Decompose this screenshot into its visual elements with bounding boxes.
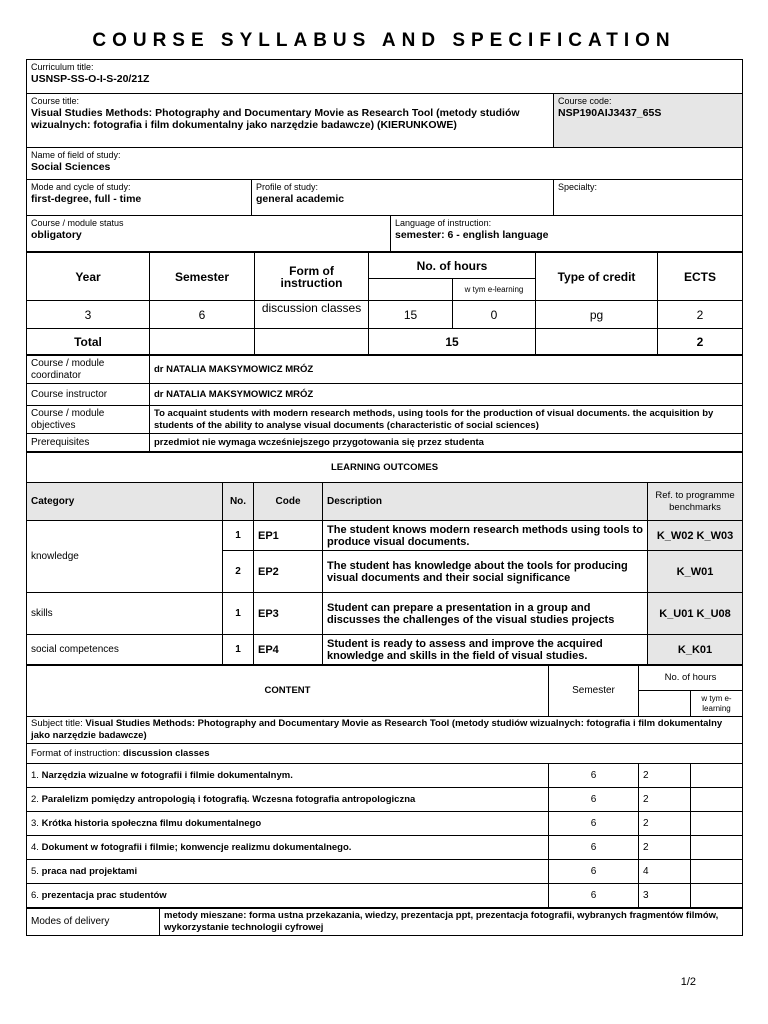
profile-value: general academic	[256, 193, 345, 205]
total-blank-3	[536, 329, 658, 355]
topic-number: 1.	[31, 769, 39, 781]
language-cell	[391, 216, 743, 252]
outcome-description: The student knows modern research methods using tools to produce visual documents.	[323, 521, 648, 551]
total-blank-2	[255, 329, 369, 355]
table-row	[27, 521, 743, 551]
outcome-no: 2	[223, 551, 254, 593]
category-skills: skills	[27, 593, 223, 635]
prerequisites-label: Prerequisites	[27, 434, 150, 452]
course-title-cell	[27, 94, 554, 148]
total-blank-1	[150, 329, 255, 355]
topic-hours: 4	[639, 860, 691, 884]
outcome-code: EP2	[254, 551, 323, 593]
topic-text: praca nad projektami	[41, 865, 138, 877]
subject-cell	[27, 717, 743, 744]
table-row	[27, 860, 743, 884]
field-value: Social Sciences	[31, 161, 111, 173]
form-header: Form of instruction	[255, 253, 369, 301]
topic-title	[27, 884, 549, 908]
status-value: obligatory	[31, 229, 82, 241]
table-row	[27, 764, 743, 788]
table-row	[27, 635, 743, 665]
format-value: discussion classes	[122, 747, 210, 759]
topic-elearning	[691, 884, 743, 908]
curriculum-value: USNSP-SS-O-I-S-20/21Z	[31, 73, 150, 85]
ects-header: ECTS	[658, 253, 743, 301]
hours-blank-subheader	[369, 279, 453, 301]
table-row	[27, 836, 743, 860]
delivery-value: metody mieszane: forma ustna przekazania, wiedzy, prezentacja ppt, prezentacja fotografii, wybranych fragmentów filmów, wykorzystanie technologii cyfrowej	[160, 909, 743, 936]
page-number: 1/2	[680, 976, 696, 988]
topic-number: 4.	[31, 841, 39, 853]
content-elearning-header: w tym e-learning	[691, 691, 743, 717]
profile-cell	[252, 180, 554, 216]
mode-cell	[27, 180, 252, 216]
credit-header: Type of credit	[536, 253, 658, 301]
language-label: Language of instruction:	[395, 218, 492, 228]
topic-number: 3.	[31, 817, 39, 829]
status-label: Course / module status	[31, 218, 124, 228]
outcome-no: 1	[223, 521, 254, 551]
hours-value: 15	[369, 301, 453, 329]
mode-value: first-degree, full - time	[31, 193, 142, 205]
format-label: Format of instruction:	[31, 747, 121, 759]
instructor-label: Course instructor	[27, 384, 150, 406]
ref-header: Ref. to programme benchmarks	[648, 483, 743, 521]
topic-number: 5.	[31, 865, 39, 877]
topic-semester: 6	[549, 764, 639, 788]
subject-value: Visual Studies Methods: Photography and Documentary Movie as Research Tool (metody studiów wizualnych: fotografia i film dokumentalny jako narzędzie badawcze)	[31, 718, 723, 741]
outcome-description: The student has knowledge about the tools for producing visual documents and their social significance	[323, 551, 648, 593]
specialty-cell	[554, 180, 743, 216]
description-header: Description	[323, 483, 648, 521]
topic-text: Paralelizm pomiędzy antropologią i fotografią. Wczesna fotografia antropologiczna	[41, 793, 416, 805]
topic-text: Krótka historia społeczna filmu dokumentalnego	[41, 817, 262, 829]
coordinator-value: dr NATALIA MAKSYMOWICZ MRÓZ	[150, 356, 743, 384]
credit-value: pg	[536, 301, 658, 329]
curriculum-label: Curriculum title:	[31, 62, 94, 72]
content-hours-header: No. of hours	[639, 666, 743, 691]
outcome-ref: K_U01 K_U08	[648, 593, 743, 635]
delivery-table	[26, 908, 743, 936]
specialty-label: Specialty:	[558, 182, 598, 192]
outcome-code: EP3	[254, 593, 323, 635]
document-title: COURSE SYLLABUS AND SPECIFICATION	[92, 30, 676, 51]
field-label: Name of field of study:	[31, 150, 121, 160]
topic-semester: 6	[549, 836, 639, 860]
table-row	[27, 812, 743, 836]
total-hours: 15	[369, 329, 536, 355]
category-knowledge: knowledge	[27, 521, 223, 593]
topic-title	[27, 788, 549, 812]
semester-header: Semester	[150, 253, 255, 301]
table-row	[27, 788, 743, 812]
course-info-table	[26, 59, 743, 252]
elearning-value: 0	[453, 301, 536, 329]
objectives-label: Course / module objectives	[27, 406, 150, 434]
topic-number: 6.	[31, 889, 39, 901]
language-value: semester: 6 - english language	[395, 229, 549, 241]
total-ects: 2	[658, 329, 743, 355]
topic-title	[27, 812, 549, 836]
topic-elearning	[691, 788, 743, 812]
course-code-cell	[554, 94, 743, 148]
outcome-no: 1	[223, 593, 254, 635]
outcome-ref: K_W01	[648, 551, 743, 593]
category-header: Category	[27, 483, 223, 521]
topic-semester: 6	[549, 884, 639, 908]
topic-hours: 2	[639, 836, 691, 860]
elearning-subheader: w tym e-learning	[453, 279, 536, 301]
instructor-value: dr NATALIA MAKSYMOWICZ MRÓZ	[150, 384, 743, 406]
topic-hours: 3	[639, 884, 691, 908]
hours-header: No. of hours	[369, 253, 536, 279]
mode-label: Mode and cycle of study:	[31, 182, 131, 192]
prerequisites-value: przedmiot nie wymaga wcześniejszego przygotowania się przez studenta	[150, 434, 743, 452]
semester-value: 6	[150, 301, 255, 329]
course-title-value: Visual Studies Methods: Photography and Documentary Movie as Research Tool (metody studiów wizualnych: fotografia i film dokumentalny jako narzędzie badawcze) (KIERUNKOWE)	[31, 107, 520, 131]
content-table	[26, 665, 743, 908]
table-row	[27, 884, 743, 908]
learning-outcomes-heading: LEARNING OUTCOMES	[27, 453, 743, 483]
outcome-description: Student is ready to assess and improve the acquired knowledge and skills in the field of visual studies.	[323, 635, 648, 665]
topic-title	[27, 836, 549, 860]
year-value: 3	[27, 301, 150, 329]
topic-text: Narzędzia wizualne w fotografii i filmie dokumentalnym.	[41, 769, 293, 781]
outcome-code: EP4	[254, 635, 323, 665]
topic-number: 2.	[31, 793, 39, 805]
objectives-value: To acquaint students with modern research methods, using tools for the production of visual documents. the acquisition by students of the ability to analyse visual documents (characteristic of social sciences)	[150, 406, 743, 434]
content-semester-header: Semester	[549, 666, 639, 717]
outcome-description: Student can prepare a presentation in a group and discusses the challenges of the visual studies projects	[323, 593, 648, 635]
topic-title	[27, 764, 549, 788]
year-header: Year	[27, 253, 150, 301]
total-label: Total	[27, 329, 150, 355]
coordinator-label: Course / module coordinator	[27, 356, 150, 384]
delivery-label: Modes of delivery	[27, 909, 160, 936]
status-cell	[27, 216, 391, 252]
topic-elearning	[691, 764, 743, 788]
course-code-value: NSP190AIJ3437_65S	[558, 107, 662, 119]
curriculum-cell	[27, 60, 743, 94]
format-cell	[27, 744, 743, 764]
content-hours-blank	[639, 691, 691, 717]
course-title-label: Course title:	[31, 96, 80, 106]
outcome-ref: K_W02 K_W03	[648, 521, 743, 551]
form-value: discussion classes	[255, 301, 369, 329]
topic-semester: 6	[549, 812, 639, 836]
profile-label: Profile of study:	[256, 182, 319, 192]
topic-hours: 2	[639, 812, 691, 836]
topic-elearning	[691, 860, 743, 884]
course-details-table	[26, 355, 743, 452]
topic-semester: 6	[549, 860, 639, 884]
syllabus-form	[26, 59, 742, 936]
code-header: Code	[254, 483, 323, 521]
topic-semester: 6	[549, 788, 639, 812]
topic-title	[27, 860, 549, 884]
topic-hours: 2	[639, 788, 691, 812]
topic-text: Dokument w fotografii i filmie; konwencje realizmu dokumentalnego.	[41, 841, 352, 853]
ects-value: 2	[658, 301, 743, 329]
hours-table	[26, 252, 743, 355]
field-cell	[27, 148, 743, 180]
subject-label: Subject title:	[31, 718, 83, 729]
topic-elearning	[691, 836, 743, 860]
learning-outcomes-table	[26, 452, 743, 665]
outcome-no: 1	[223, 635, 254, 665]
outcome-ref: K_K01	[648, 635, 743, 665]
category-social: social competences	[27, 635, 223, 665]
outcome-code: EP1	[254, 521, 323, 551]
topic-elearning	[691, 812, 743, 836]
content-heading: CONTENT	[27, 666, 549, 717]
topic-hours: 2	[639, 764, 691, 788]
topic-text: prezentacja prac studentów	[41, 889, 167, 901]
table-row	[27, 593, 743, 635]
no-header: No.	[223, 483, 254, 521]
course-code-label: Course code:	[558, 96, 612, 106]
